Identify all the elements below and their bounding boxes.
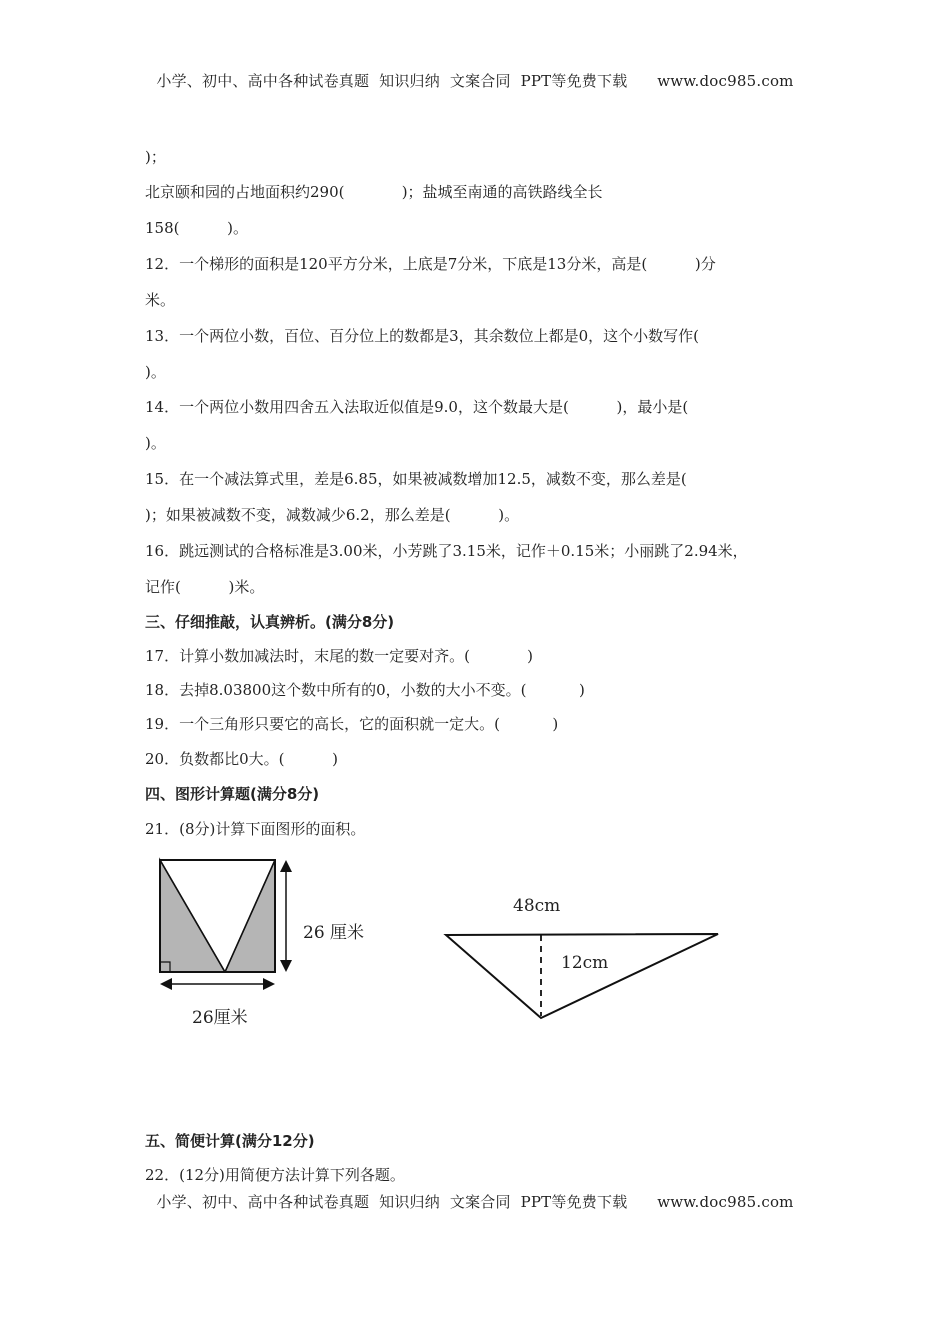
- section-4-heading: 四、图形计算题(满分8分): [145, 785, 320, 803]
- question-12-cont: 米。: [145, 291, 176, 309]
- text-line: 北京颐和园的占地面积约290( )；盐城至南通的高铁路线全长: [145, 183, 603, 201]
- question-22: 22．(12分)用简便方法计算下列各题。: [145, 1166, 405, 1184]
- square-figure: [150, 850, 380, 1035]
- height-label: 12cm: [561, 953, 609, 973]
- side-label: 26 厘米: [303, 923, 365, 943]
- triangle-outline: [446, 934, 718, 1018]
- question-20: 20．负数都比0大。( ): [145, 750, 339, 768]
- question-12: 12．一个梯形的面积是120平方分米，上底是7分米，下底是13分米，高是( )分: [145, 255, 716, 273]
- question-15: 15．在一个减法算式里，差是6.85，如果被减数增加12.5，减数不变，那么差是(: [145, 470, 687, 488]
- section-5-heading: 五、简便计算(满分12分): [145, 1132, 315, 1150]
- question-14-cont: )。: [145, 434, 166, 452]
- question-16-cont: 记作( )米。: [145, 578, 265, 596]
- section-3-heading: 三、仔细推敲，认真辨析。(满分8分): [145, 613, 395, 631]
- text-line: )；: [145, 148, 166, 166]
- question-15-cont: )；如果被减数不变，减数减少6.2，那么差是( )。: [145, 506, 520, 524]
- text-line: 158( )。: [145, 219, 249, 237]
- question-13: 13．一个两位小数，百位、百分位上的数都是3，其余数位上都是0，这个小数写作(: [145, 327, 700, 345]
- question-18: 18．去掉8.03800这个数中所有的0，小数的大小不变。( ): [145, 681, 585, 699]
- question-13-cont: )。: [145, 363, 166, 381]
- bottom-label: 26厘米: [192, 1008, 248, 1028]
- triangle-figure: [440, 890, 730, 1025]
- base-label: 48cm: [513, 896, 561, 916]
- question-19: 19．一个三角形只要它的高长，它的面积就一定大。( ): [145, 715, 559, 733]
- page-header: 小学、初中、高中各种试卷真题 知识归纳 文案合同 PPT等免费下载 www.doc985.com: [156, 72, 794, 90]
- question-17: 17．计算小数加减法时，末尾的数一定要对齐。( ): [145, 647, 534, 665]
- page-footer: 小学、初中、高中各种试卷真题 知识归纳 文案合同 PPT等免费下载 www.doc985.com: [156, 1193, 794, 1211]
- question-16: 16．跳远测试的合格标准是3.00米，小芳跳了3.15米，记作＋0.15米；小丽跳了2.94米，: [145, 542, 748, 560]
- question-14: 14．一个两位小数用四舍五入法取近似值是9.0，这个数最大是( )，最小是(: [145, 398, 689, 416]
- question-21: 21．(8分)计算下面图形的面积。: [145, 820, 366, 838]
